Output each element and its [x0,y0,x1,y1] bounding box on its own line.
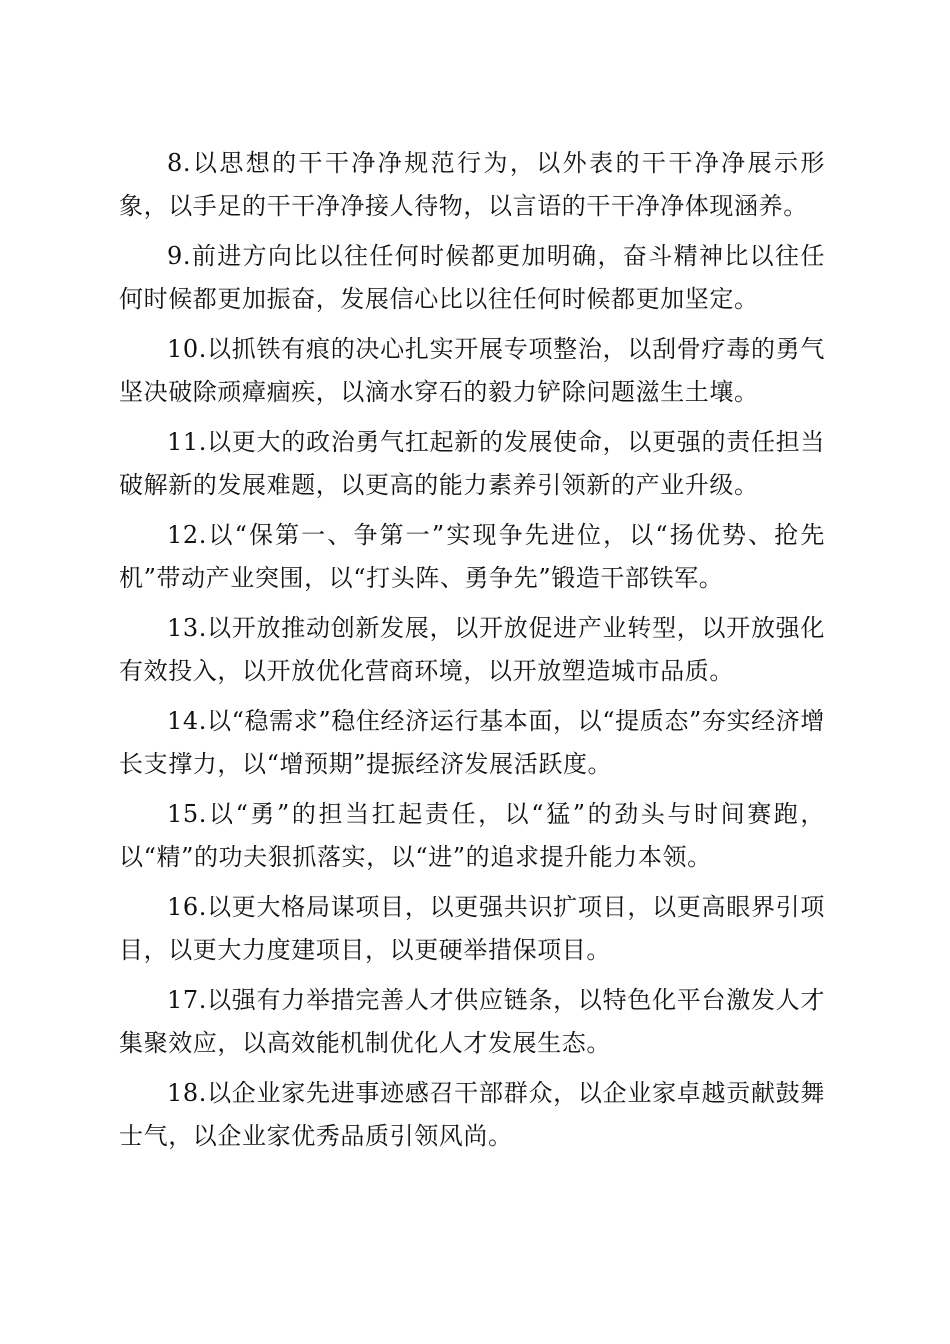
paragraph-12: 12.以“保第一、争第一”实现争先进位，以“扬优势、抢先机”带动产业突围，以“打头阵、勇争先”锻造干部铁军。 [119,521,825,592]
paragraph-14: 14.以“稳需求”稳住经济运行基本面，以“提质态”夯实经济增长支撑力，以“增预期”提振经济发展活跃度。 [119,707,825,778]
paragraph-13: 13.以开放推动创新发展，以开放促进产业转型，以开放强化有效投入，以开放优化营商环境，以开放塑造城市品质。 [119,614,825,685]
paragraph-9: 9.前进方向比以往任何时候都更加明确，奋斗精神比以往任何时候都更加振奋，发展信心比以往任何时候都更加坚定。 [119,242,825,313]
paragraph-8: 8.以思想的干干净净规范行为，以外表的干干净净展示形象，以手足的干干净净接人待物，以言语的干干净净体现涵养。 [119,149,825,220]
paragraph-15: 15.以“勇”的担当扛起责任，以“猛”的劲头与时间赛跑，以“精”的功夫狠抓落实，以“进”的追求提升能力本领。 [119,800,825,871]
paragraph-16: 16.以更大格局谋项目，以更强共识扩项目，以更高眼界引项目，以更大力度建项目，以更硬举措保项目。 [119,893,825,964]
paragraph-11: 11.以更大的政治勇气扛起新的发展使命，以更强的责任担当破解新的发展难题，以更高的能力素养引领新的产业升级。 [119,428,825,499]
document-body [119,142,825,1165]
paragraph-17: 17.以强有力举措完善人才供应链条，以特色化平台激发人才集聚效应，以高效能机制优化人才发展生态。 [119,986,825,1057]
paragraph-10: 10.以抓铁有痕的决心扎实开展专项整治，以刮骨疗毒的勇气坚决破除顽瘴痼疾，以滴水穿石的毅力铲除问题滋生土壤。 [119,335,825,406]
paragraph-18: 18.以企业家先进事迹感召干部群众，以企业家卓越贡献鼓舞士气，以企业家优秀品质引领风尚。 [119,1079,825,1150]
